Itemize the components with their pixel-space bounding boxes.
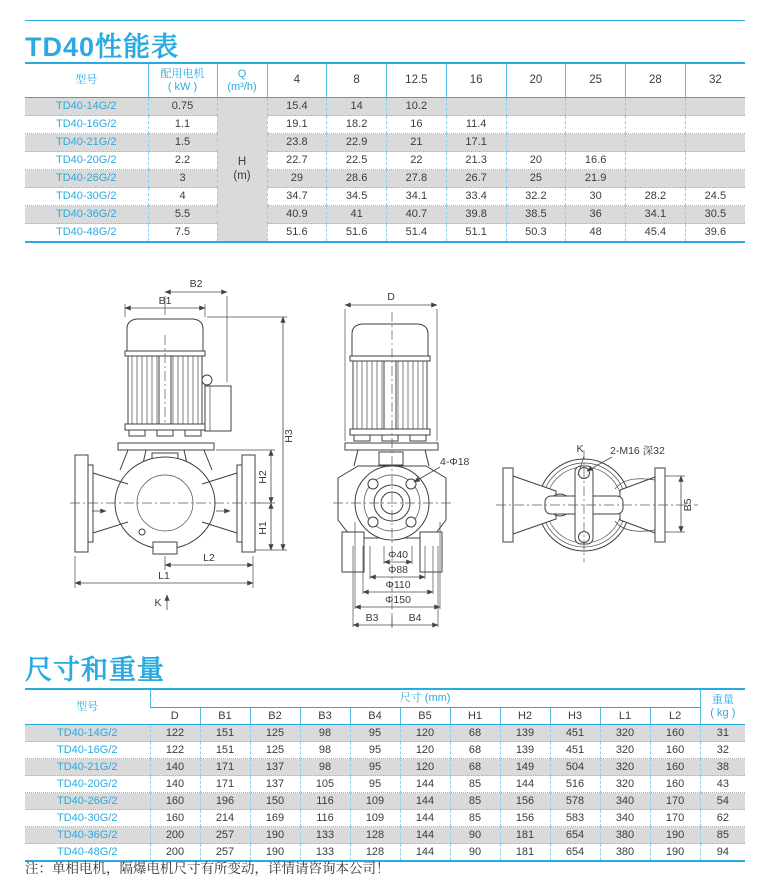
head-value-cell: 45.4	[626, 224, 686, 243]
weight-cell: 85	[700, 827, 745, 844]
head-value-cell: 51.6	[267, 224, 327, 243]
head-value-cell	[446, 98, 506, 116]
dim-value-cell: 85	[450, 776, 500, 793]
dim-value-cell: 196	[200, 793, 250, 810]
dim-value-cell: 340	[600, 810, 650, 827]
dim-value-cell: 171	[200, 759, 250, 776]
head-value-cell	[506, 98, 566, 116]
head-value-cell	[626, 116, 686, 134]
head-value-cell: 41	[327, 206, 387, 224]
dim-value-cell: 340	[600, 793, 650, 810]
dim-value-cell: 109	[350, 793, 400, 810]
dim-value-cell: 120	[400, 725, 450, 742]
head-value-cell: 34.7	[267, 188, 327, 206]
dim-value-cell: 144	[400, 844, 450, 862]
dim-value-cell: 98	[300, 759, 350, 776]
dim-value-cell: 105	[300, 776, 350, 793]
dim-value-cell: 160	[650, 725, 700, 742]
weight-cell: 38	[700, 759, 745, 776]
model-cell: TD40-30G/2	[25, 188, 148, 206]
front-view-drawing	[68, 270, 313, 632]
head-value-cell: 19.1	[267, 116, 327, 134]
dim-value-cell: 150	[250, 793, 300, 810]
head-value-cell: 10.2	[387, 98, 447, 116]
dim-value-cell: 120	[400, 742, 450, 759]
perf-row	[25, 152, 745, 170]
head-value-cell: 17.1	[446, 134, 506, 152]
dim-value-cell: 320	[600, 725, 650, 742]
power-cell: 2.2	[148, 152, 217, 170]
model-cell: TD40-16G/2	[25, 742, 150, 759]
flow-header-cell: 20	[506, 63, 566, 98]
head-value-cell: 51.6	[327, 224, 387, 243]
dim-value-cell: 144	[400, 827, 450, 844]
dims-row	[25, 827, 745, 844]
dim-col-header-cell: B4	[350, 708, 400, 725]
power-cell: 4	[148, 188, 217, 206]
head-value-cell	[506, 116, 566, 134]
dim-col-header-cell: D	[150, 708, 200, 725]
head-value-cell: 20	[506, 152, 566, 170]
model-cell: TD40-48G/2	[25, 844, 150, 862]
dims-group-header-row	[25, 689, 745, 708]
dim-value-cell: 120	[400, 759, 450, 776]
flow-header-cell: 4	[267, 63, 327, 98]
model-cell: TD40-26G/2	[25, 170, 148, 188]
head-value-cell	[685, 134, 745, 152]
dim-value-cell: 171	[200, 776, 250, 793]
dim-value-cell: 257	[200, 844, 250, 862]
dim-value-cell: 98	[300, 725, 350, 742]
dim-value-cell: 151	[200, 725, 250, 742]
head-value-cell: 40.9	[267, 206, 327, 224]
head-value-cell	[566, 98, 626, 116]
performance-table	[25, 62, 745, 243]
weight-cell: 31	[700, 725, 745, 742]
head-value-cell	[626, 152, 686, 170]
head-value-cell: 39.8	[446, 206, 506, 224]
dims-row	[25, 742, 745, 759]
dim-value-cell: 122	[150, 725, 200, 742]
dim-value-cell: 451	[550, 725, 600, 742]
model-cell: TD40-36G/2	[25, 206, 148, 224]
head-value-cell: 22.9	[327, 134, 387, 152]
dim-value-cell: 181	[500, 827, 550, 844]
model-cell: TD40-21G/2	[25, 759, 150, 776]
model-cell: TD40-20G/2	[25, 152, 148, 170]
dim-value-cell: 190	[250, 844, 300, 862]
dim-label-thread: 2-M16 深32	[610, 445, 665, 457]
dim-value-cell: 654	[550, 827, 600, 844]
dim-value-cell: 68	[450, 759, 500, 776]
dim-value-cell: 95	[350, 759, 400, 776]
dim-value-cell: 181	[500, 844, 550, 862]
dim-label-holes: 4-Φ18	[440, 456, 470, 468]
dim-value-cell: 190	[650, 844, 700, 862]
dim-value-cell: 116	[300, 810, 350, 827]
col-header-model: 型号	[25, 63, 148, 98]
head-value-cell	[566, 116, 626, 134]
dims-row	[25, 810, 745, 827]
dimensions-table-body	[25, 725, 745, 862]
dim-value-cell: 85	[450, 793, 500, 810]
dim-value-cell: 95	[350, 776, 400, 793]
head-value-cell: 18.2	[327, 116, 387, 134]
power-cell: 1.1	[148, 116, 217, 134]
dims-row	[25, 725, 745, 742]
perf-row	[25, 188, 745, 206]
head-value-cell: 40.7	[387, 206, 447, 224]
power-cell: 7.5	[148, 224, 217, 243]
dim-value-cell: 139	[500, 725, 550, 742]
head-value-cell	[626, 134, 686, 152]
head-value-cell	[685, 170, 745, 188]
head-value-cell: 32.2	[506, 188, 566, 206]
dim-value-cell: 190	[250, 827, 300, 844]
head-value-cell: 36	[566, 206, 626, 224]
dim-value-cell: 380	[600, 844, 650, 862]
dim-value-cell: 156	[500, 793, 550, 810]
head-value-cell: 24.5	[685, 188, 745, 206]
dim-label-d150: Φ150	[385, 594, 411, 606]
power-cell: 0.75	[148, 98, 217, 116]
model-cell: TD40-21G/2	[25, 134, 148, 152]
motor-header-line1: 配用电机	[160, 67, 205, 80]
dim-value-cell: 156	[500, 810, 550, 827]
head-value-cell: 11.4	[446, 116, 506, 134]
dims-row	[25, 759, 745, 776]
dim-label-h1: H1	[257, 521, 269, 535]
dim-value-cell: 578	[550, 793, 600, 810]
model-cell: TD40-16G/2	[25, 116, 148, 134]
weight-cell: 62	[700, 810, 745, 827]
performance-table-body	[25, 98, 745, 243]
col-header-motor	[148, 63, 217, 98]
dimensions-table	[25, 688, 745, 862]
dim-value-cell: 451	[550, 742, 600, 759]
dim-label-l1: L1	[158, 570, 170, 582]
head-value-cell: 21.9	[566, 170, 626, 188]
perf-row	[25, 224, 745, 243]
dim-value-cell: 139	[500, 742, 550, 759]
dim-value-cell: 116	[300, 793, 350, 810]
dim-value-cell: 125	[250, 725, 300, 742]
flow-header-cell: 28	[626, 63, 686, 98]
head-value-cell: 25	[506, 170, 566, 188]
head-value-cell: 26.7	[446, 170, 506, 188]
head-value-cell: 39.6	[685, 224, 745, 243]
model-cell: TD40-20G/2	[25, 776, 150, 793]
weight-cell: 43	[700, 776, 745, 793]
model-cell: TD40-36G/2	[25, 827, 150, 844]
head-value-cell: 16.6	[566, 152, 626, 170]
dim-value-cell: 90	[450, 827, 500, 844]
power-cell: 5.5	[148, 206, 217, 224]
dim-value-cell: 149	[500, 759, 550, 776]
model-cell: TD40-14G/2	[25, 98, 148, 116]
flow-header-cell: 16	[446, 63, 506, 98]
dim-value-cell: 95	[350, 742, 400, 759]
dims-row	[25, 793, 745, 810]
head-value-cell: 30	[566, 188, 626, 206]
dim-col-header-cell: B5	[400, 708, 450, 725]
dim-value-cell: 214	[200, 810, 250, 827]
side-view-drawing	[328, 270, 493, 638]
dim-value-cell: 144	[400, 793, 450, 810]
head-value-cell	[626, 98, 686, 116]
dim-value-cell: 68	[450, 742, 500, 759]
head-value-cell: 22.5	[327, 152, 387, 170]
head-value-cell	[506, 134, 566, 152]
head-value-cell: 21.3	[446, 152, 506, 170]
dim-label-d88: Φ88	[387, 564, 409, 576]
dim-value-cell: 128	[350, 827, 400, 844]
head-value-cell: 51.1	[446, 224, 506, 243]
head-value-cell	[566, 134, 626, 152]
size-group-header: 尺寸 (mm)	[150, 689, 700, 708]
model-cell: TD40-14G/2	[25, 725, 150, 742]
performance-title: TD40性能表	[25, 32, 180, 62]
col-header-weight	[700, 689, 745, 725]
head-value-cell: 15.4	[267, 98, 327, 116]
head-value-cell: 14	[327, 98, 387, 116]
dim-value-cell: 200	[150, 827, 200, 844]
footnote: 注：单相电机，隔爆电机尺寸有所变动，详情请咨询本公司！	[25, 861, 390, 876]
model-cell: TD40-48G/2	[25, 224, 148, 243]
dim-value-cell: 137	[250, 776, 300, 793]
head-value-cell: 48	[566, 224, 626, 243]
dim-value-cell: 95	[350, 725, 400, 742]
dim-label-d110: Φ110	[385, 579, 411, 591]
dim-value-cell: 137	[250, 759, 300, 776]
weight-cell: 54	[700, 793, 745, 810]
dim-col-header-cell: L1	[600, 708, 650, 725]
dim-value-cell: 140	[150, 759, 200, 776]
dim-col-header-cell: H3	[550, 708, 600, 725]
head-value-cell	[626, 170, 686, 188]
weight-cell: 32	[700, 742, 745, 759]
dim-col-header-cell: H2	[500, 708, 550, 725]
head-value-cell	[685, 152, 745, 170]
head-value-cell: 34.5	[327, 188, 387, 206]
perf-row	[25, 134, 745, 152]
dim-value-cell: 90	[450, 844, 500, 862]
dim-label-b2: B2	[189, 278, 203, 290]
weight-cell: 94	[700, 844, 745, 862]
q-header-line2: (m³/h)	[227, 80, 257, 93]
dim-value-cell: 133	[300, 827, 350, 844]
head-value-cell: 22.7	[267, 152, 327, 170]
head-value-cell: 34.1	[387, 188, 447, 206]
weight-header-line2: ( kg )	[710, 707, 736, 719]
dim-label-b4: B4	[408, 612, 422, 624]
head-value-cell: 23.8	[267, 134, 327, 152]
head-unit-cell: H (m)	[217, 98, 267, 243]
head-value-cell: 33.4	[446, 188, 506, 206]
weight-header-line1: 重量	[711, 694, 734, 707]
dim-value-cell: 170	[650, 810, 700, 827]
head-value-cell: 28.6	[327, 170, 387, 188]
dim-value-cell: 320	[600, 759, 650, 776]
perf-row	[25, 170, 745, 188]
dim-col-header-cell: B2	[250, 708, 300, 725]
dim-value-cell: 160	[650, 776, 700, 793]
dim-value-cell: 170	[650, 793, 700, 810]
dim-label-b3: B3	[365, 612, 379, 624]
dim-value-cell: 516	[550, 776, 600, 793]
dim-label-h3: H3	[283, 429, 295, 443]
head-value-cell: 16	[387, 116, 447, 134]
perf-row	[25, 98, 745, 116]
head-value-cell: 38.5	[506, 206, 566, 224]
dim-value-cell: 85	[450, 810, 500, 827]
flow-header-cell: 25	[566, 63, 626, 98]
dim-label-b5: B5	[682, 498, 694, 512]
top-divider	[25, 20, 745, 21]
dim-value-cell: 144	[400, 810, 450, 827]
dim-value-cell: 169	[250, 810, 300, 827]
q-header-line1: Q	[237, 67, 247, 80]
flow-header-cell: 8	[327, 63, 387, 98]
dim-label-k-front: K	[154, 597, 162, 609]
head-value-cell: 34.1	[626, 206, 686, 224]
dim-value-cell: 320	[600, 742, 650, 759]
dim-value-cell: 98	[300, 742, 350, 759]
dim-value-cell: 151	[200, 742, 250, 759]
dim-label-b1: B1	[158, 295, 172, 307]
dim-value-cell: 109	[350, 810, 400, 827]
dim-value-cell: 160	[150, 793, 200, 810]
dim-value-cell: 320	[600, 776, 650, 793]
dim-value-cell: 190	[650, 827, 700, 844]
model-cell: TD40-30G/2	[25, 810, 150, 827]
head-value-cell: 22	[387, 152, 447, 170]
dim-col-header-cell: B1	[200, 708, 250, 725]
dim-value-cell: 144	[500, 776, 550, 793]
dim-label-l2: L2	[203, 552, 215, 564]
dim-value-cell: 200	[150, 844, 200, 862]
perf-row	[25, 206, 745, 224]
motor-header-line2: ( kW )	[167, 80, 198, 93]
top-view-drawing	[488, 432, 708, 572]
dim-col-header-cell: L2	[650, 708, 700, 725]
dim-value-cell: 654	[550, 844, 600, 862]
dim-value-cell: 122	[150, 742, 200, 759]
dim-value-cell: 144	[400, 776, 450, 793]
head-value-cell: 51.4	[387, 224, 447, 243]
power-cell: 1.5	[148, 134, 217, 152]
head-value-cell: 27.8	[387, 170, 447, 188]
head-value-cell	[685, 116, 745, 134]
dimensions-title: 尺寸和重量	[25, 655, 165, 685]
col-header-q	[217, 63, 267, 98]
dims-row	[25, 776, 745, 793]
dim-value-cell: 504	[550, 759, 600, 776]
head-value-cell: 21	[387, 134, 447, 152]
head-value-cell: 30.5	[685, 206, 745, 224]
dim-label-d40: Φ40	[387, 549, 409, 561]
perf-header-row	[25, 63, 745, 98]
dim-value-cell: 160	[150, 810, 200, 827]
flow-header-cell: 32	[685, 63, 745, 98]
dim-value-cell: 128	[350, 844, 400, 862]
col-header-model-2: 型号	[25, 689, 150, 725]
dim-value-cell: 583	[550, 810, 600, 827]
dim-col-header-cell: B3	[300, 708, 350, 725]
dim-value-cell: 125	[250, 742, 300, 759]
head-value-cell: 28.2	[626, 188, 686, 206]
head-value-cell	[685, 98, 745, 116]
dim-label-d: D	[387, 291, 395, 303]
flow-header-cell: 12.5	[387, 63, 447, 98]
dim-value-cell: 380	[600, 827, 650, 844]
dim-value-cell: 257	[200, 827, 250, 844]
head-value-cell: 50.3	[506, 224, 566, 243]
dim-value-cell: 160	[650, 742, 700, 759]
model-cell: TD40-26G/2	[25, 793, 150, 810]
dim-value-cell: 133	[300, 844, 350, 862]
dim-label-k-top: K	[576, 443, 584, 455]
dim-value-cell: 160	[650, 759, 700, 776]
head-value-cell: 29	[267, 170, 327, 188]
dim-value-cell: 68	[450, 725, 500, 742]
dim-label-h2: H2	[257, 470, 269, 484]
dim-col-header-cell: H1	[450, 708, 500, 725]
power-cell: 3	[148, 170, 217, 188]
perf-row	[25, 116, 745, 134]
dim-value-cell: 140	[150, 776, 200, 793]
